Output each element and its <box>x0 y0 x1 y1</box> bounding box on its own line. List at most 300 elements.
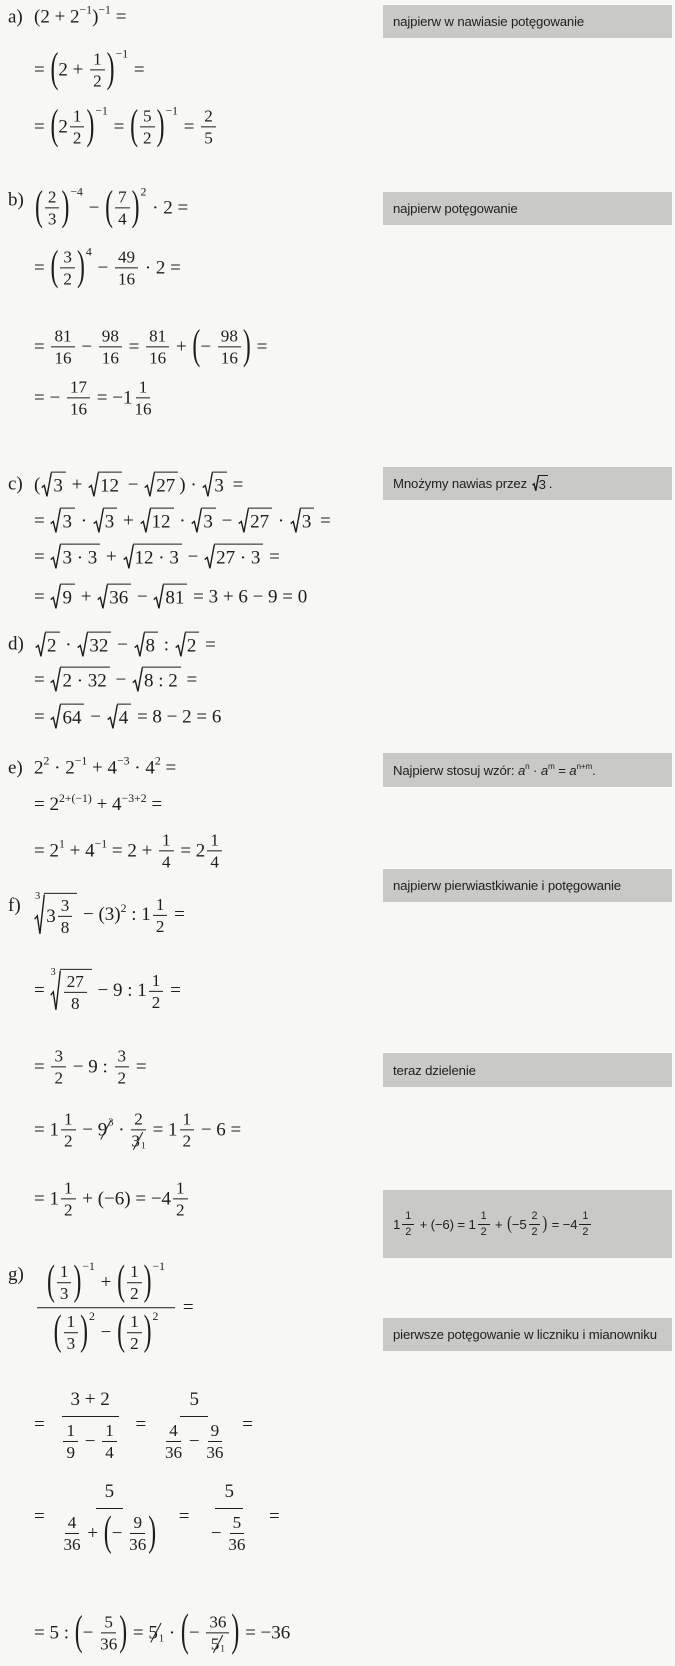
radicand-value: 27 · 3 <box>216 547 261 569</box>
cancelled-number: 5 <box>210 1634 220 1654</box>
fraction-numerator: 2 <box>45 187 60 208</box>
math-text: · <box>164 1622 180 1644</box>
fraction <box>206 1612 229 1653</box>
math-text: · <box>529 762 541 778</box>
fraction-numerator: 9 <box>130 1513 145 1534</box>
math-text: = <box>200 634 216 656</box>
left-paren: ( <box>103 1508 112 1556</box>
fraction <box>102 1421 117 1462</box>
fraction-denominator-value: 16 <box>220 348 238 368</box>
fraction <box>402 1210 414 1237</box>
cancel-mark: 1 <box>140 1141 146 1152</box>
math-text: + <box>95 1271 117 1293</box>
annotation-box-8 <box>383 1318 672 1351</box>
fraction-denominator-value: 8 <box>70 994 80 1013</box>
math-text: − <box>92 257 113 279</box>
radicand <box>133 544 182 571</box>
fraction-denominator-value: 2 <box>176 1200 185 1220</box>
problem-label <box>8 377 34 378</box>
math-text: − <box>216 510 238 532</box>
radicand-value: 3 · 3 <box>62 547 98 569</box>
radicand <box>142 667 181 694</box>
parenthesized-expression <box>47 1257 95 1305</box>
radicand <box>103 508 118 535</box>
left-paren: ( <box>180 1606 189 1657</box>
fraction-denominator-value: 16 <box>117 269 136 289</box>
math-text: + (−6) = −4 <box>77 1188 172 1210</box>
fraction <box>100 1612 117 1653</box>
math-text: − <box>188 1622 205 1644</box>
paren-content <box>512 1210 543 1237</box>
square-root <box>88 472 122 499</box>
exponent: −1 <box>94 837 108 851</box>
square-root <box>50 667 109 694</box>
math-text: · 2 <box>49 757 75 779</box>
radicand <box>150 508 174 535</box>
math-text: = <box>34 669 50 691</box>
math-text: ) <box>92 6 99 28</box>
exponent: −1 <box>115 47 129 61</box>
parenthesized-expression <box>130 102 179 149</box>
fraction <box>165 1421 182 1462</box>
fraction <box>153 894 168 935</box>
math-text: + <box>171 336 192 358</box>
fraction <box>70 106 85 147</box>
square-root <box>204 544 263 571</box>
parenthesized-expression <box>53 1308 95 1355</box>
fraction-denominator-value: 36 <box>228 1534 246 1554</box>
paren-content <box>58 106 86 147</box>
cancelled-number: 5 <box>148 1622 158 1644</box>
paren-content <box>62 1313 81 1354</box>
math-text: − <box>112 634 133 656</box>
exponent: 2 <box>154 754 161 768</box>
fraction-denominator <box>149 348 166 368</box>
fraction-numerator: 1 <box>153 894 168 915</box>
problem-label <box>8 1109 34 1110</box>
fraction-numerator: 1 <box>127 1262 142 1283</box>
fraction-denominator <box>63 1534 80 1554</box>
cancel-mark: 1 <box>158 1633 165 1645</box>
cube-root <box>35 890 77 937</box>
fraction-denominator-value: 2 <box>531 1225 538 1238</box>
math-text: = <box>130 1414 151 1436</box>
fraction-denominator-value: 4 <box>105 1442 114 1462</box>
math-text: = <box>34 257 50 279</box>
radicand-value: 8 : 2 <box>144 670 178 692</box>
radicand-value: 3 <box>104 511 115 533</box>
fraction <box>131 1109 146 1150</box>
math-text: = <box>108 116 130 138</box>
fraction <box>228 1513 245 1554</box>
math-text: = <box>34 706 50 728</box>
fraction-denominator-value: 36 <box>63 1534 81 1554</box>
math-text: = <box>554 762 570 778</box>
cancelled-number: 3 <box>131 1131 140 1151</box>
radicand-value: 36 <box>109 587 129 609</box>
math-text: 2 <box>58 116 68 138</box>
fraction-numerator: 3 <box>58 896 73 917</box>
fraction <box>99 326 122 367</box>
math-text: = 1 <box>34 1188 59 1210</box>
fraction-denominator-value: 36 <box>100 1634 118 1654</box>
fraction-numerator: 1 <box>149 970 164 991</box>
fraction-denominator <box>73 128 82 148</box>
fraction-numerator: 1 <box>180 1109 195 1130</box>
math-text: · <box>174 510 191 532</box>
cancelled-value <box>131 1132 145 1151</box>
fraction-denominator <box>71 993 80 1013</box>
fraction-numerator: 1 <box>136 377 151 398</box>
fraction-numerator: 7 <box>115 187 130 208</box>
math-text: = <box>227 474 244 496</box>
fraction-denominator-value: 2 <box>151 992 161 1012</box>
fraction-denominator <box>532 1225 538 1238</box>
fraction-denominator-value: 36 <box>129 1534 147 1554</box>
math-text: teraz dzielenie <box>393 1062 476 1078</box>
fraction-numerator: 1 <box>64 1313 79 1334</box>
fraction-denominator <box>102 348 119 368</box>
left-paren: ( <box>47 1257 55 1305</box>
fraction-numerator: 5 <box>101 1612 116 1633</box>
fraction-denominator-value: 3 <box>66 1334 76 1354</box>
fraction-numerator: 5 <box>140 106 155 127</box>
right-paren: ) <box>143 1257 152 1305</box>
fraction-denominator <box>582 1225 588 1238</box>
math-text: + <box>82 1522 103 1544</box>
paren-content <box>43 187 62 228</box>
math-line-g-2 <box>8 1388 253 1462</box>
exponent: 2 <box>120 901 127 915</box>
math-text: 2 <box>34 757 44 779</box>
math-text: − 6 = <box>196 1119 242 1141</box>
radicand <box>60 508 75 535</box>
left-paren: ( <box>35 183 43 230</box>
math-text: + <box>66 474 88 496</box>
radicand-value: 3 <box>62 511 72 533</box>
big-fraction-numerator <box>37 1257 175 1308</box>
cube-root <box>50 966 91 1013</box>
fraction-denominator-value: 2 <box>93 71 102 91</box>
radicand <box>201 508 216 535</box>
math-text: − <box>82 1622 99 1644</box>
math-text: 5 <box>104 1480 115 1502</box>
square-root <box>50 704 84 731</box>
fraction-denominator-value: 5 <box>204 128 213 148</box>
fraction <box>115 187 130 228</box>
fraction-denominator-value: 2 <box>54 1068 64 1088</box>
square-root <box>50 584 75 611</box>
variable: a <box>517 762 526 778</box>
problem-label: a) <box>8 6 23 28</box>
fraction-numerator: 4 <box>65 1513 80 1534</box>
right-paren: ) <box>106 45 115 92</box>
exponent: −1 <box>95 104 108 118</box>
square-root <box>175 632 200 659</box>
fraction-denominator-value: 4 <box>118 209 127 229</box>
problem-label: g) <box>8 1264 24 1286</box>
annotation-box-7 <box>383 1190 672 1258</box>
left-paren: ( <box>192 322 201 369</box>
annotation-box-1 <box>383 5 672 38</box>
fraction-denominator <box>183 1131 192 1151</box>
fraction-numerator: 98 <box>99 326 122 347</box>
fraction-denominator <box>156 916 165 936</box>
math-text: = <box>34 1414 50 1436</box>
radicand-value: 27 <box>250 511 270 533</box>
fraction-numerator: 1 <box>90 49 105 70</box>
math-text: = <box>160 757 177 779</box>
math-text: = 1 <box>147 1119 178 1141</box>
math-text: = <box>34 510 50 532</box>
parenthesized-expression <box>35 183 83 230</box>
left-paren: ( <box>117 1308 126 1355</box>
paren-content <box>125 1313 144 1354</box>
fraction-numerator: 3 <box>60 247 75 268</box>
fraction-denominator <box>70 399 87 419</box>
fraction-denominator-value: 16 <box>69 399 88 419</box>
fraction-denominator-value: 2 <box>117 1068 127 1088</box>
fraction <box>149 970 164 1011</box>
exponent: 2 <box>152 1310 159 1324</box>
fraction <box>180 1109 195 1150</box>
problem-label <box>8 1046 34 1047</box>
right-paren: ) <box>86 102 95 149</box>
fraction <box>90 49 105 90</box>
math-text: − <box>76 336 97 358</box>
fraction-denominator <box>118 269 135 289</box>
parenthesized-expression <box>74 1608 128 1655</box>
square-root <box>93 508 118 535</box>
fraction-numerator: 1 <box>207 830 222 851</box>
right-paren: ) <box>76 243 85 290</box>
math-text: − <box>200 336 216 358</box>
math-text: − <box>95 1322 117 1344</box>
fraction-denominator <box>48 209 57 229</box>
paren-content <box>189 1612 232 1653</box>
math-text: = <box>34 546 50 568</box>
fraction-denominator-value: 2 <box>72 128 82 148</box>
math-text: . <box>548 476 553 491</box>
exponent: −4 <box>70 185 83 199</box>
parenthesized-expression <box>50 45 129 92</box>
parenthesized-expression <box>50 243 92 290</box>
fraction <box>127 1313 142 1354</box>
fraction <box>206 1421 223 1462</box>
fraction-numerator: 81 <box>146 326 169 347</box>
math-text: − <box>210 1522 227 1544</box>
fraction-denominator <box>63 269 72 289</box>
right-paren: ) <box>119 1608 128 1655</box>
fraction-denominator <box>64 1131 73 1151</box>
problem-label <box>8 247 34 248</box>
fraction <box>51 326 74 367</box>
fraction-denominator <box>105 1442 114 1462</box>
square-root <box>290 508 315 535</box>
exponent: 2 <box>43 754 50 768</box>
math-text: 5 <box>224 1480 234 1502</box>
math-text: − 9 : 1 <box>92 980 147 1002</box>
right-paren: ) <box>156 102 165 149</box>
fraction-denominator-value: 2 <box>182 1131 192 1151</box>
right-paren: ) <box>148 1508 157 1556</box>
math-text: = 3 + 6 − 9 = 0 <box>188 586 308 608</box>
annotation-box-2 <box>383 192 672 225</box>
fraction-denominator <box>131 1131 145 1151</box>
big-fraction-denominator <box>202 1509 257 1554</box>
radicand <box>154 472 178 499</box>
math-text: najpierw pierwiastkiwanie i potęgowanie <box>393 878 621 893</box>
fraction-denominator <box>100 1634 117 1654</box>
math-line-f-2 <box>8 966 181 1013</box>
exponent: −1 <box>98 3 111 17</box>
fraction <box>45 187 60 228</box>
exponent: 2 <box>140 185 147 199</box>
problem-label: d) <box>8 633 24 655</box>
radicand <box>87 632 111 659</box>
math-text: = <box>34 59 50 81</box>
math-text: = <box>264 546 280 568</box>
big-fraction-denominator <box>52 1417 127 1462</box>
math-line-g-1 <box>8 1257 194 1355</box>
radicand-value: 9 <box>62 587 72 609</box>
fraction-denominator <box>204 128 213 148</box>
problem-label <box>8 1178 34 1179</box>
fraction-denominator <box>129 1534 146 1554</box>
fraction-numerator: 1 <box>159 830 174 851</box>
math-text: ) · <box>179 474 202 496</box>
fraction <box>64 1313 79 1354</box>
radicand <box>60 544 100 571</box>
radicand <box>60 969 92 1013</box>
fraction-denominator <box>61 917 70 937</box>
paren-content <box>113 187 132 228</box>
square-root <box>202 472 227 499</box>
big-fraction <box>52 1388 127 1462</box>
exponent: 2 <box>89 1310 95 1324</box>
math-text: − <box>111 1522 128 1544</box>
fraction-denominator-value: 16 <box>101 348 119 368</box>
fraction-denominator-value: 2 <box>63 269 72 289</box>
big-fraction <box>202 1480 257 1554</box>
math-text: = <box>169 1506 199 1528</box>
radicand-value: 12 <box>151 511 171 533</box>
problem-label: e) <box>8 757 23 779</box>
radicand-value: 8 <box>145 635 156 657</box>
fraction-denominator <box>176 1200 185 1220</box>
parenthesized-expression <box>103 1508 157 1556</box>
math-text: = 2 + <box>107 840 158 862</box>
math-text: 3 + 2 <box>70 1388 110 1410</box>
radicand <box>45 632 60 659</box>
fraction-numerator: 3 <box>115 1046 130 1067</box>
right-paren: ) <box>143 1308 152 1355</box>
math-text: − <box>80 1430 101 1452</box>
math-text: + <box>118 510 139 532</box>
right-paren: ) <box>61 183 70 230</box>
big-fraction <box>154 1388 234 1462</box>
parenthesized-expression <box>105 183 147 230</box>
radicand-value: 3 <box>53 475 63 497</box>
right-paren: ) <box>73 1257 82 1305</box>
exponent: −1 <box>82 1260 95 1274</box>
fraction <box>63 1513 80 1554</box>
fraction <box>61 1178 76 1219</box>
radicand-value: 32 <box>89 635 109 657</box>
math-text: : <box>159 634 174 656</box>
math-text: = <box>165 980 181 1002</box>
math-text: · 2 = <box>147 197 189 219</box>
fraction-numerator: 2 <box>131 1109 146 1130</box>
math-line-b-4 <box>8 377 154 418</box>
square-root <box>123 544 182 571</box>
left-paren: ( <box>507 1213 512 1235</box>
math-text: = <box>129 59 145 81</box>
math-text: 5 <box>189 1388 199 1410</box>
math-text: = <box>110 6 127 28</box>
math-text: · 4 <box>129 757 155 779</box>
left-paren: ( <box>53 1308 62 1355</box>
fraction <box>140 106 155 147</box>
math-text: − <box>184 1430 205 1452</box>
math-line-f-4 <box>8 1109 241 1150</box>
radicand <box>538 475 548 492</box>
paren-content <box>83 1612 120 1653</box>
math-text: najpierw w nawiasie potęgowanie <box>393 14 585 29</box>
exponent: 4 <box>85 245 92 259</box>
fraction-denominator-value: 36 <box>206 1442 224 1462</box>
fraction-denominator-value: 2 <box>63 1131 73 1151</box>
exponent: −1 <box>79 3 93 17</box>
paren-content <box>138 106 157 147</box>
math-text: − <box>85 706 106 728</box>
radicand-value: 4 <box>118 707 129 729</box>
radicand <box>212 472 227 499</box>
fraction <box>478 1210 490 1237</box>
fraction-denominator-value: 36 <box>165 1442 183 1462</box>
exponent: −3 <box>116 754 130 768</box>
square-root <box>107 704 132 731</box>
parenthesized-expression <box>192 322 251 369</box>
exponent: 1 <box>58 837 65 851</box>
problem-label <box>8 326 34 327</box>
fraction-denominator-value: 2 <box>130 1284 139 1304</box>
math-text: − <box>110 669 132 691</box>
fraction-numerator: 2 <box>201 106 216 127</box>
math-line-e-3 <box>8 830 224 871</box>
radicand <box>60 704 84 731</box>
fraction-denominator-value: 2 <box>63 1200 73 1220</box>
math-text: + 4 <box>64 840 95 862</box>
fraction-denominator <box>118 209 127 229</box>
problem-label <box>8 1480 34 1481</box>
fraction-denominator <box>165 1442 182 1462</box>
problem-label <box>8 704 34 705</box>
cancelled-number: 9 <box>97 1119 108 1141</box>
math-text: Najpierw stosuj wzór: <box>393 762 518 778</box>
square-root <box>50 544 100 571</box>
left-paren: ( <box>117 1257 126 1305</box>
fraction-numerator: 2 <box>529 1210 541 1224</box>
left-paren: ( <box>74 1608 83 1655</box>
fraction-denominator <box>405 1225 411 1238</box>
math-text: = <box>34 1506 50 1528</box>
variable: a <box>569 762 577 778</box>
math-text: + <box>491 1216 507 1232</box>
radicand <box>107 584 131 611</box>
fraction-denominator <box>206 1442 223 1462</box>
problem-label <box>8 49 34 50</box>
